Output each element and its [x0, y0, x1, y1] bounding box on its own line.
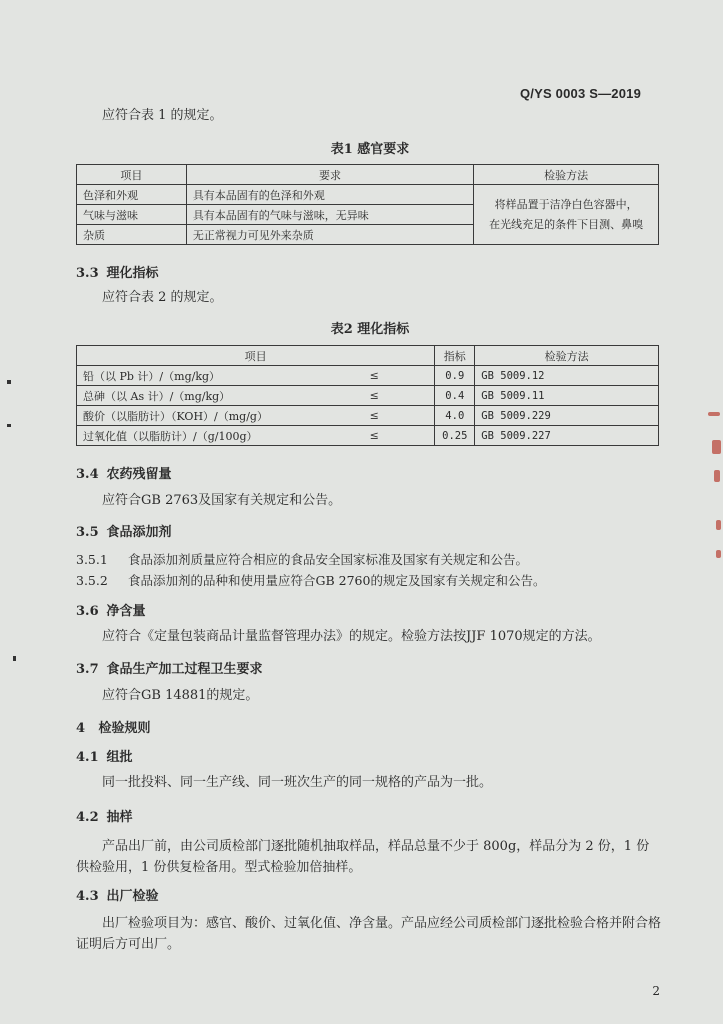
section-number: 4.3 [76, 889, 99, 904]
section-number: 3.5.1 [76, 552, 108, 567]
section-4-3-heading [76, 885, 159, 904]
section-title: 食品添加剂 [106, 525, 172, 540]
section-title: 农药残留量 [106, 467, 172, 482]
section-title: 食品生产加工过程卫生要求 [106, 662, 263, 677]
table2-cell: 0.4 [435, 386, 475, 406]
table1-header-item: 项目 [77, 165, 187, 185]
section-title: 理化指标 [106, 266, 159, 281]
table2-cell: GB 5009.229 [475, 406, 659, 426]
section-4-heading [76, 717, 151, 736]
section-number: 3.6 [76, 604, 99, 619]
section-number: 3.4 [76, 467, 99, 482]
section-title: 检验规则 [98, 721, 151, 736]
table2 [76, 345, 659, 446]
section-text: 食品添加剂的品种和使用量应符合GB 2760的规定及国家有关规定和公告。 [127, 573, 546, 588]
stamp-edge-mark [716, 520, 721, 530]
table2-cell: GB 5009.227 [475, 426, 659, 446]
section-3-5-2 [76, 571, 545, 589]
table1-header-requirement: 要求 [186, 165, 473, 185]
table2-cell: GB 5009.11 [475, 386, 659, 406]
table-row [77, 386, 659, 406]
section-title: 组批 [106, 750, 133, 765]
table1-method-cell [474, 185, 659, 245]
section-number: 4.1 [76, 750, 99, 765]
table2-cell: 铅（以 Pb 计）/（mg/kg） [77, 366, 315, 386]
table1-cell: 具有本品固有的气味与滋味，无异味 [186, 205, 473, 225]
section-3-4-heading [76, 463, 172, 482]
section-3-5-1 [76, 550, 528, 568]
stamp-edge-mark [716, 550, 721, 558]
stamp-edge-mark [708, 412, 720, 416]
section-3-5-heading [76, 521, 172, 540]
table2-comparator: ≤ [314, 406, 435, 426]
section-number: 4.2 [76, 810, 99, 825]
table-row [77, 366, 659, 386]
binding-hole-mark [7, 424, 11, 427]
section-4-1-text: 同一批投料、同一生产线、同一班次生产的同一规格的产品为一批。 [102, 775, 493, 790]
table1-caption: 表1 感官要求 [330, 142, 410, 157]
table1-cell: 色泽和外观 [77, 185, 187, 205]
table2-cell: 过氧化值（以脂肪计）/（g/100g） [77, 426, 315, 446]
table2-cell: 4.0 [435, 406, 475, 426]
table1-cell: 气味与滋味 [77, 205, 187, 225]
table2-comparator: ≤ [314, 366, 435, 386]
table-row [77, 406, 659, 426]
table2-cell: 总砷（以 As 计）/（mg/kg） [77, 386, 315, 406]
section-3-3-text: 应符合表 2 的规定。 [102, 290, 223, 305]
table2-cell: 0.9 [435, 366, 475, 386]
table2-cell: 0.25 [435, 426, 475, 446]
section-4-1-heading [76, 746, 133, 765]
table1-method-line1: 将样品置于洁净白色容器中， [494, 197, 638, 211]
section-3-7-heading [76, 658, 263, 677]
table2-cell: 酸价（以脂肪计）（KOH）/（mg/g） [77, 406, 315, 426]
binding-hole-mark [7, 380, 11, 384]
section-3-3-heading [76, 262, 159, 281]
section-number: 3.5 [76, 525, 99, 540]
section-title: 净含量 [106, 604, 146, 619]
section-number: 3.5.2 [76, 573, 108, 588]
stamp-edge-mark [714, 470, 720, 482]
section-text: 食品添加剂质量应符合相应的食品安全国家标准及国家有关规定和公告。 [127, 552, 528, 567]
table2-header-row [77, 346, 659, 366]
section-3-6-text: 应符合《定量包装商品计量监督管理办法》的规定。检验方法按JJF 1070规定的方法。 [102, 629, 601, 644]
table1-cell: 杂质 [77, 225, 187, 245]
section-number: 3.7 [76, 662, 99, 677]
table2-header-method: 检验方法 [475, 346, 659, 366]
section-4-3-text: 出厂检验项目为：感官、酸价、过氧化值、净含量。产品应经公司质检部门逐批检验合格并附合格证明后方可出厂。 [76, 916, 662, 952]
section-number: 4 [76, 721, 86, 736]
table-row [77, 426, 659, 446]
table2-comparator: ≤ [314, 426, 435, 446]
section-3-6-heading [76, 600, 146, 619]
table1-header-method: 检验方法 [474, 165, 659, 185]
section-3-4-text: 应符合GB 2763及国家有关规定和公告。 [102, 493, 342, 508]
table1-header-row [77, 165, 659, 185]
stamp-edge-mark [712, 440, 721, 454]
section-4-2-heading [76, 806, 133, 825]
binding-hole-mark [13, 656, 16, 661]
section-3-7-text: 应符合GB 14881的规定。 [102, 688, 259, 703]
table1-cell: 具有本品固有的色泽和外观 [186, 185, 473, 205]
standard-code: Q/YS 0003 S—2019 [520, 86, 641, 101]
intro-text: 应符合表 1 的规定。 [102, 108, 223, 123]
section-title: 抽样 [106, 810, 133, 825]
table2-cell: GB 5009.12 [475, 366, 659, 386]
table2-caption: 表2 理化指标 [330, 322, 410, 337]
table2-header-item: 项目 [77, 346, 435, 366]
table1-cell: 无正常视力可见外来杂质 [186, 225, 473, 245]
table2-header-limit: 指标 [435, 346, 475, 366]
table-row [77, 185, 659, 205]
section-4-2-text: 产品出厂前，由公司质检部门逐批随机抽取样品，样品总量不少于 800g，样品分为 2 份，1 份供检验用，1 份供复检备用。型式检验加倍抽样。 [76, 839, 650, 875]
section-title: 出厂检验 [106, 889, 159, 904]
table1 [76, 164, 659, 245]
table2-comparator: ≤ [314, 386, 435, 406]
table1-method-line2: 在光线充足的条件下目测、鼻嗅 [489, 217, 644, 231]
section-number: 3.3 [76, 266, 99, 281]
page-number: 2 [652, 984, 660, 998]
